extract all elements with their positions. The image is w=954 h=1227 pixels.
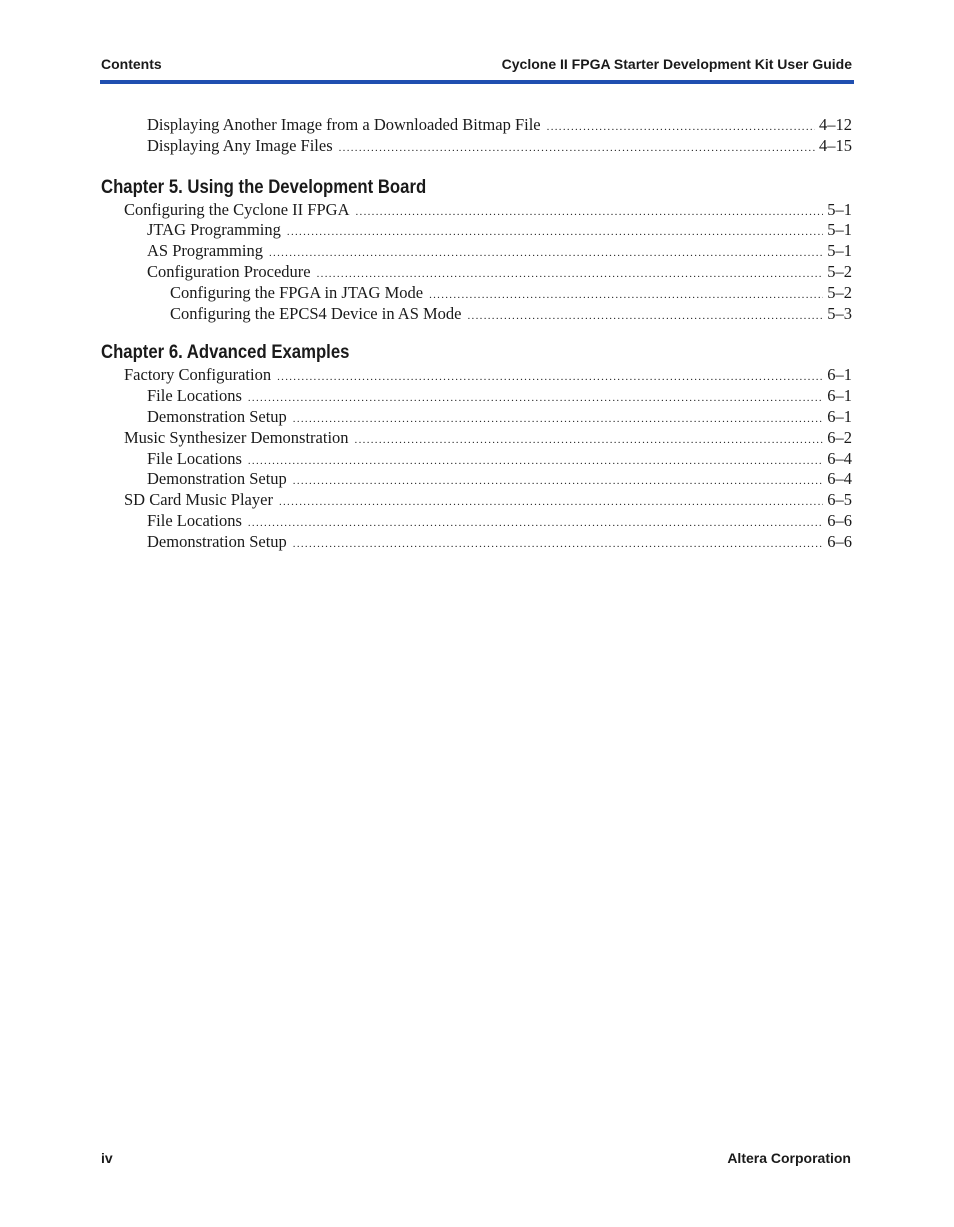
toc-dot-leader [355,430,824,451]
toc-entry[interactable] [101,136,852,157]
page-number: iv [101,1150,113,1166]
toc-dot-leader [547,117,815,138]
toc-entry[interactable] [101,490,852,511]
toc-entry-page: 6–1 [827,365,852,385]
toc-entry-title: JTAG Programming [147,220,281,240]
toc-entry[interactable] [101,511,852,532]
toc-entry-page: 6–6 [827,531,852,551]
toc-entry-page: 6–1 [827,406,852,426]
toc-entry-title: Configuration Procedure [147,261,311,281]
toc-dot-leader [248,513,823,534]
toc-entry[interactable] [101,386,852,407]
toc-dot-leader [293,471,823,492]
chapter-5-heading[interactable]: Chapter 5. Using the Development Board [101,176,427,198]
toc-entry[interactable] [101,115,852,136]
toc-entry-title: Configuring the FPGA in JTAG Mode [170,282,424,302]
toc-dot-leader [277,367,823,388]
toc-entry-title: Factory Configuration [124,365,272,385]
toc-entry[interactable] [101,200,852,221]
toc-dot-leader [339,138,815,159]
toc-entry-title: Displaying Any Image Files [147,135,333,155]
toc-dot-leader [287,222,823,243]
toc-entry-page: 6–1 [827,386,852,406]
toc-dot-leader [248,388,823,409]
toc-entry-title: Music Synthesizer Demonstration [124,427,349,447]
toc-entry[interactable] [101,449,852,470]
toc-entry-page: 6–2 [827,427,852,447]
toc-entry-page: 6–4 [827,448,852,468]
toc-dot-leader [293,409,823,430]
toc-entry-page: 5–3 [827,303,852,323]
chapter-6-heading[interactable]: Chapter 6. Advanced Examples [101,342,350,364]
toc-entry-page: 4–15 [819,135,852,155]
toc-dot-leader [293,534,823,555]
toc-entry-title: Displaying Another Image from a Downloaded Bitmap File [147,115,541,134]
header-rule [100,80,854,84]
toc-entry[interactable] [101,304,852,325]
toc-dot-leader [468,306,824,327]
toc-entry-title: Configuring the EPCS4 Device in AS Mode [170,303,462,323]
toc-entry-page: 5–1 [827,220,852,240]
toc-entry-title: Demonstration Setup [147,469,287,489]
page-header [101,56,854,74]
toc-entry[interactable] [101,428,852,449]
toc-entry-page: 6–6 [827,510,852,530]
toc-dot-leader [279,492,823,513]
table-of-contents [101,115,852,553]
toc-entry-title: File Locations [147,448,242,468]
toc-entry[interactable] [101,532,852,553]
toc-entry-title: File Locations [147,510,242,530]
toc-entry-title: Configuring the Cyclone II FPGA [124,199,350,219]
header-section-title: Contents [101,56,162,72]
toc-dot-leader [317,264,824,285]
toc-entry-title: File Locations [147,386,242,406]
toc-entry-title: Demonstration Setup [147,531,287,551]
header-document-title: Cyclone II FPGA Starter Development Kit User Guide [501,56,852,72]
toc-entry-title: SD Card Music Player [124,490,273,510]
toc-entry[interactable] [101,407,852,428]
toc-entry-page: 5–1 [827,199,852,219]
toc-entry-page: 5–2 [827,261,852,281]
toc-entry-page: 6–4 [827,469,852,489]
toc-entry-title: Demonstration Setup [147,406,287,426]
toc-entry[interactable] [101,262,852,283]
toc-entry[interactable] [101,469,852,490]
footer-publisher: Altera Corporation [727,1150,851,1166]
toc-entry-page: 6–5 [827,490,852,510]
toc-dot-leader [248,451,823,472]
toc-entry[interactable] [101,241,852,262]
toc-entry[interactable] [101,283,852,304]
toc-entry-page: 5–2 [827,282,852,302]
toc-dot-leader [355,202,823,223]
toc-entry-title: AS Programming [147,241,263,261]
toc-entry[interactable] [101,365,852,386]
toc-entry[interactable] [101,220,852,241]
page-footer [101,1150,851,1168]
toc-entry-page: 5–1 [827,241,852,261]
toc-entry-page: 4–12 [819,115,852,134]
toc-dot-leader [269,243,823,264]
toc-dot-leader [429,285,823,306]
